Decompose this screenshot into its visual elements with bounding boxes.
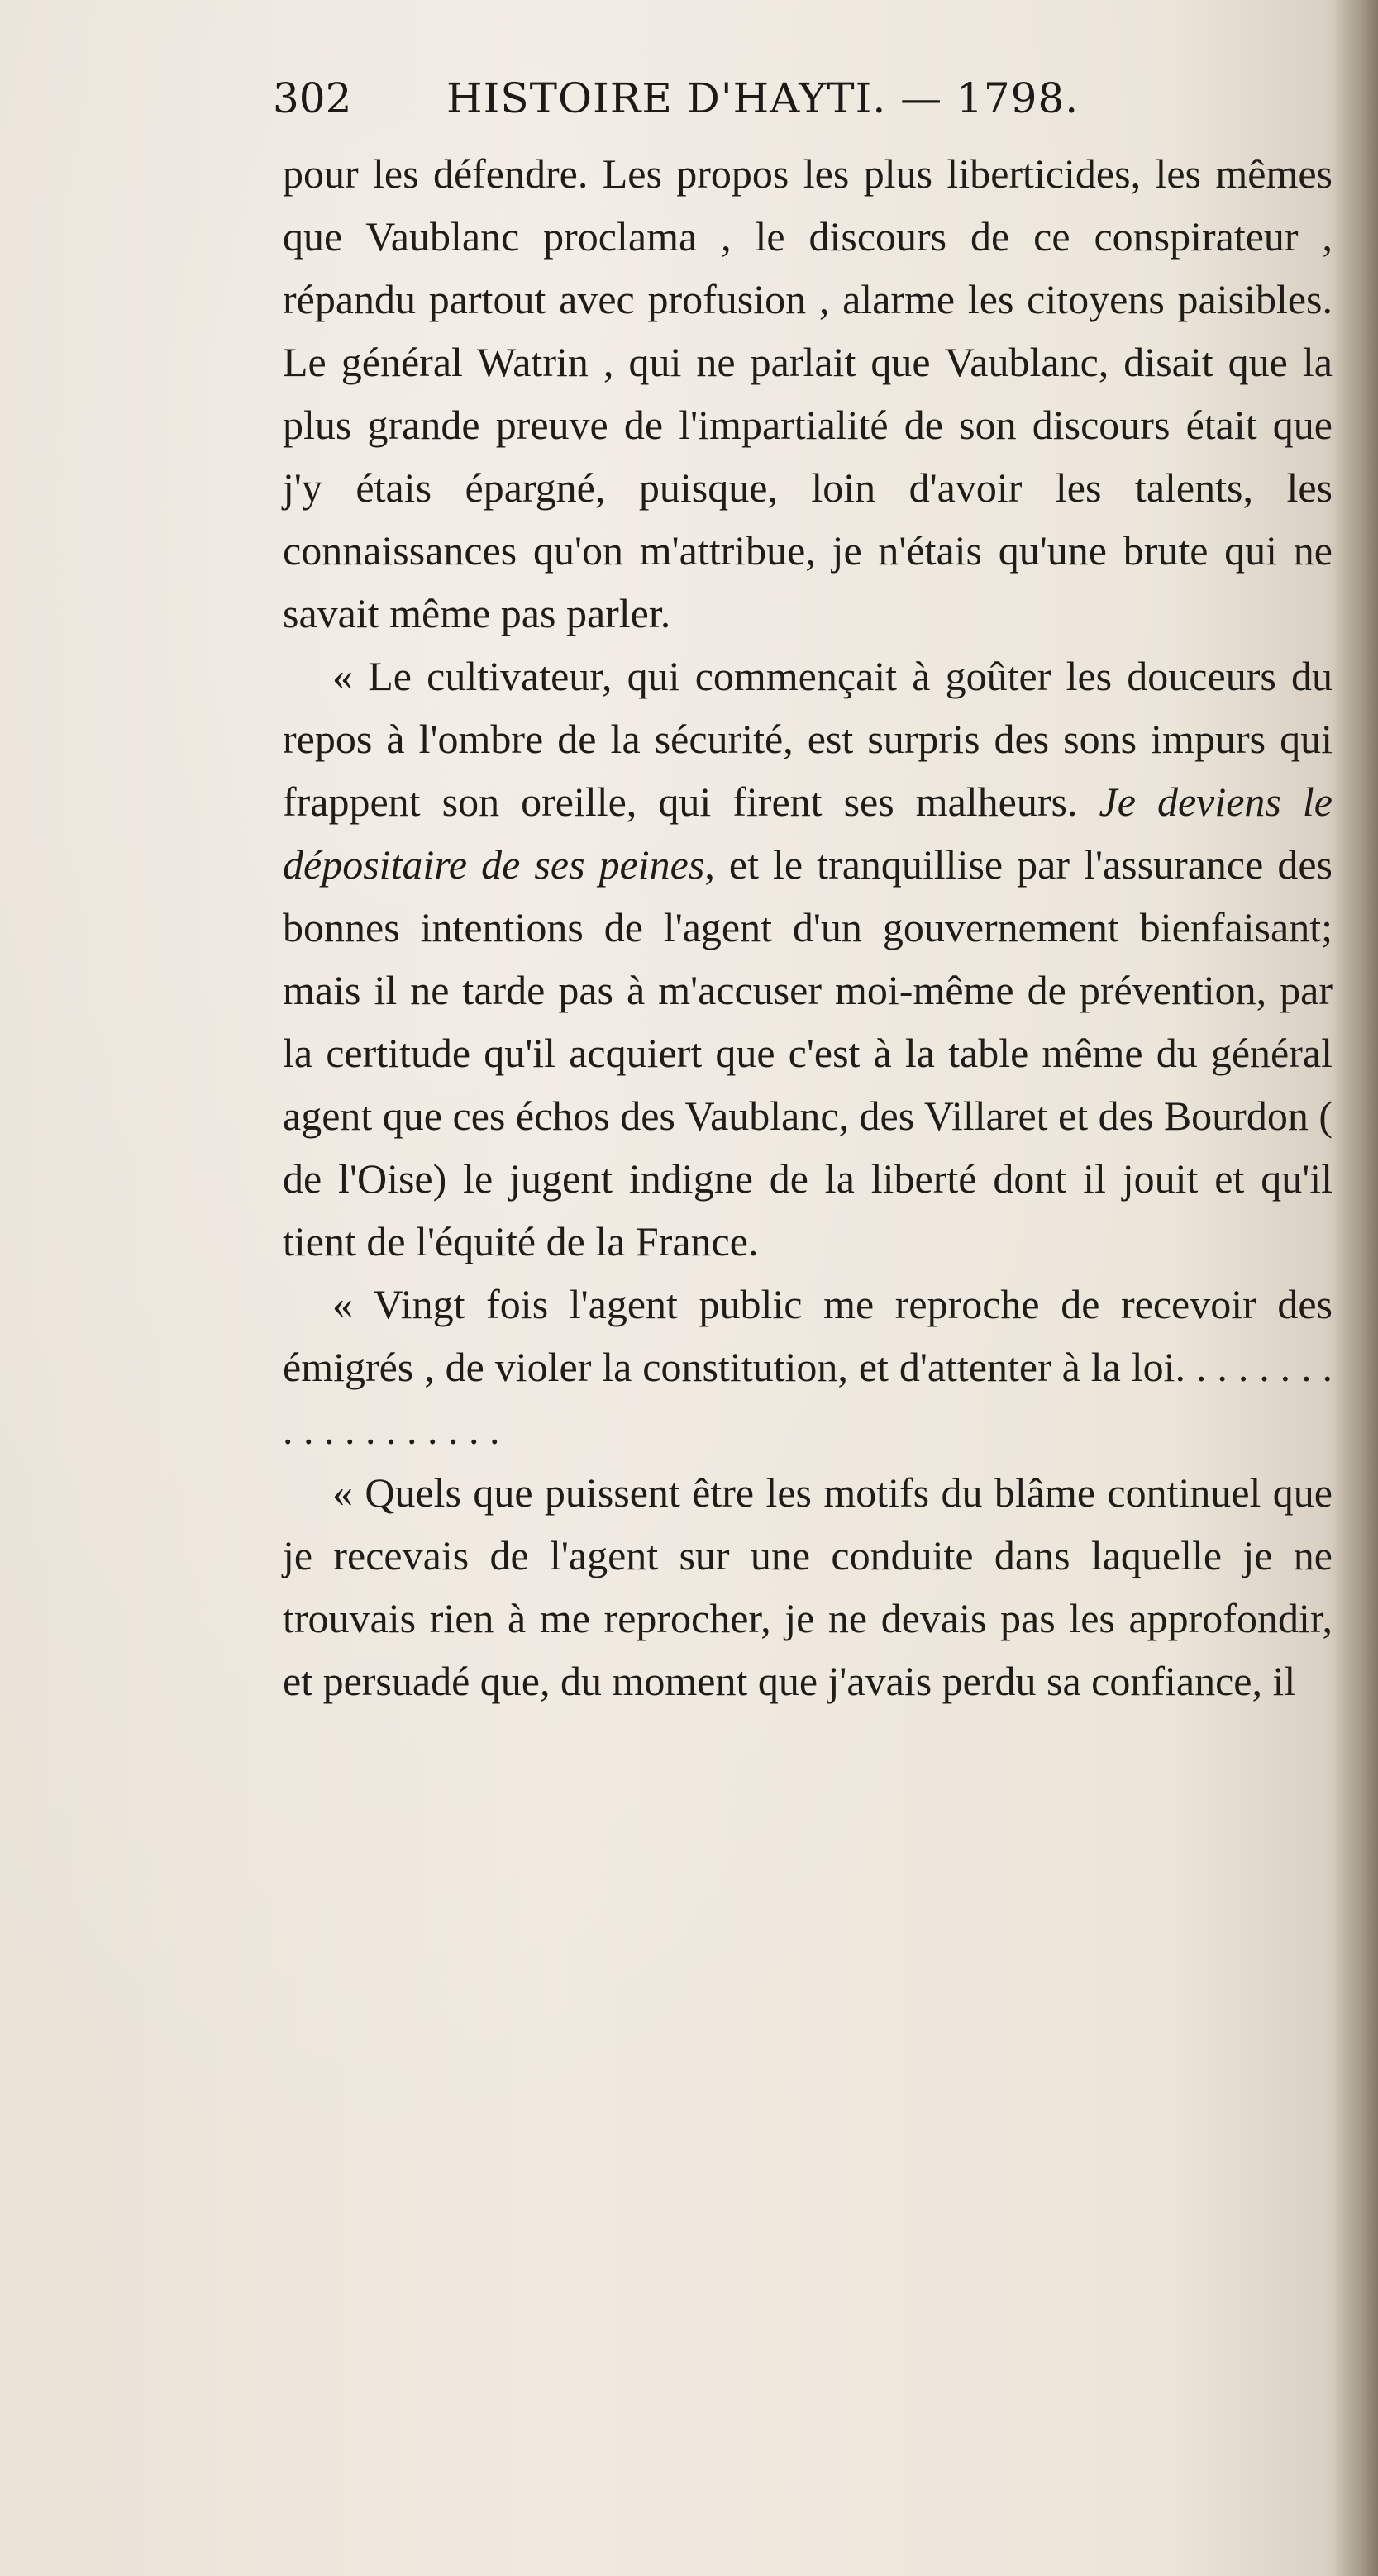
paragraph-2-text-after: , et le tranquillise par l'assurance des bonnes intentions de l'agent d'un gouvernement bienfaisant; mais il ne tarde pas à m'accuser moi-même de prévention, par la certitude qu'il acquiert que c'est à la table même du général agent que ces échos des Vaublanc, des Villaret et des Bourdon ( de l'Oise) le jugent indigne de la liberté dont il jouit et qu'il tient de l'équité de la France. xyxy=(283,841,1333,1264)
paragraph-4: « Quels que puissent être les motifs du blâme continuel que je recevais de l'agent sur une conduite dans laquelle je ne trouvais rien à me reprocher, je ne devais pas les approfondir, et persuadé que, du moment que j'avais perdu sa confiance, il xyxy=(283,1469,1333,1704)
body-text xyxy=(283,142,1333,1712)
page-number: 302 xyxy=(273,74,352,122)
paragraph-2-italic-text: Je deviens le dépositaire de ses peines xyxy=(283,779,1333,888)
paragraph-3: « Vingt fois l'agent public me reproche de recevoir des émigrés , de violer la constitution, et d'attenter à la loi. . . . . . . . . . . . . . . . . . . xyxy=(283,1281,1333,1453)
paragraph-2 xyxy=(283,645,1333,1273)
paragraph-2-text-before: « Le cultivateur, qui commençait à goûter les douceurs du repos à l'ombre de la sécurité, est surpris des sons impurs qui frappent son oreille, qui firent ses malheurs. xyxy=(283,653,1333,825)
paragraph-1: pour les défendre. Les propos les plus liberticides, les mêmes que Vaublanc proclama , le discours de ce conspirateur , répandu partout avec profusion , alarme les citoyens paisibles. Le général Watrin , qui ne parlait que Vaublanc, disait que la plus grande preuve de l'impartialité de son discours était que j'y étais épargné, puisque, loin d'avoir les talents, les connaissances qu'on m'attribue, je n'étais qu'une brute qui ne savait même pas parler. xyxy=(283,150,1333,636)
running-title: HISTOIRE D'HAYTI. — 1798. xyxy=(446,74,1080,122)
running-header xyxy=(273,69,1314,127)
page-edge-shadow xyxy=(1333,0,1378,2576)
